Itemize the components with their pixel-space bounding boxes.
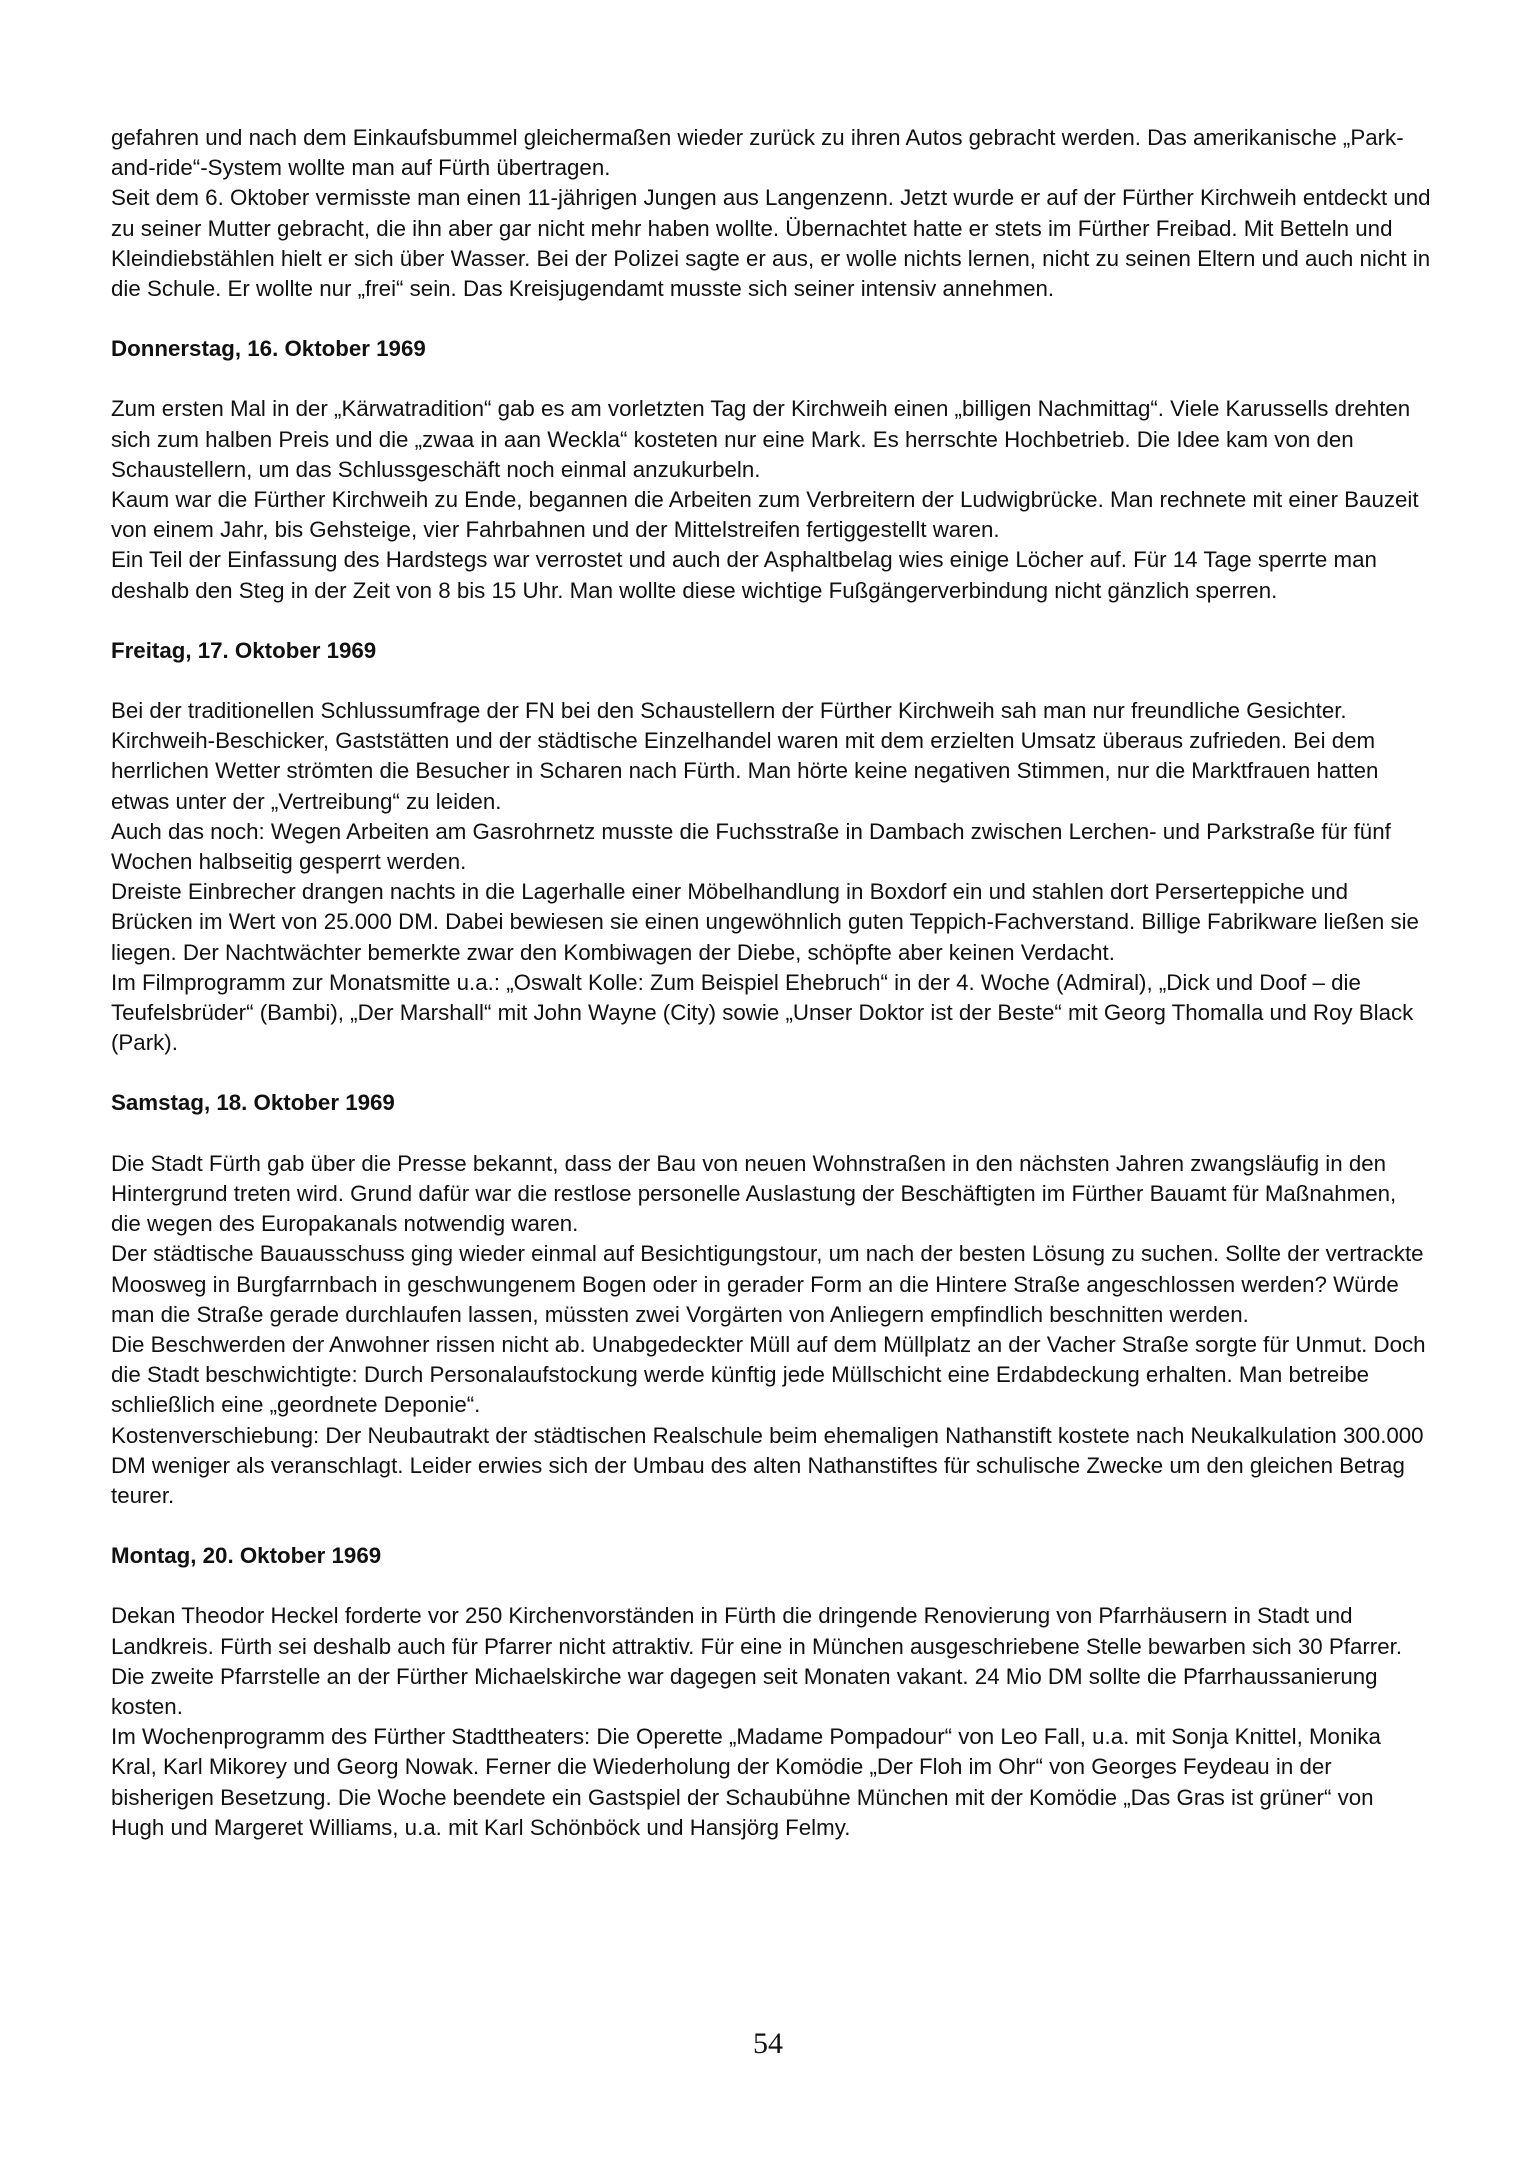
page-number: 54 — [753, 2027, 783, 2060]
paragraph: Seit dem 6. Oktober vermisste man einen 11-jährigen Jungen aus Langenzenn. Jetzt wurde er auf der Fürther Kirchweih entdeckt und zu seiner Mutter gebracht, die ihn aber gar nicht mehr haben wollte. Übernachtet hatte er stets im Fürther Freibad. Mit Betteln und Kleindiebstählen hielt er sich über Wasser. Bei der Polizei sagte er aus, er wolle nichts lernen, nicht zu seinen Eltern und auch nicht in die Schule. Er wollte nur „frei“ sein. Das Kreisjugendamt musste sich seiner intensiv annehmen. — [111, 185, 1431, 302]
section-heading: Donnerstag, 16. Oktober 1969 — [111, 336, 426, 362]
paragraph: Bei der traditionellen Schlussumfrage der FN bei den Schaustellern der Fürther Kirchweih sah man nur freundliche Gesichter. Kirchweih-Beschicker, Gaststätten und der städtische Einzelhandel waren mit dem erzielten Umsatz überaus zufrieden. Bei dem herrlichen Wetter strömten die Besucher in Scharen nach Fürth. Man hörte keine negativen Stimmen, nur die Marktfrauen hatten etwas unter der „Vertreibung“ zu leiden. — [111, 698, 1379, 814]
paragraph: Im Filmprogramm zur Monatsmitte u.a.: „Oswalt Kolle: Zum Beispiel Ehebruch“ in der 4. Woche (Admiral), „Dick und Doof – die Teufelsbrüder“ (Bambi), „Der Marshall“ mit John Wayne (City) sowie „Unser Doktor ist der Beste“ mit Georg Thomalla und Roy Black (Park). — [111, 969, 1414, 1056]
section-heading: Montag, 20. Oktober 1969 — [111, 1543, 382, 1569]
paragraph: Dekan Theodor Heckel forderte vor 250 Kirchenvorständen in Fürth die dringende Renovierung von Pfarrhäusern in Stadt und Landkreis. Fürth sei deshalb auch für Pfarrer nicht attraktiv. Für eine in München ausgeschriebene Stelle bewarben sich 30 Pfarrer. Die zweite Pfarrstelle an der Fürther Michaelskirche war dagegen seit Monaten vakant. 24 Mio DM sollte die Pfarrhaussanierung kosten. — [111, 1603, 1403, 1719]
paragraph: Dreiste Einbrecher drangen nachts in die Lagerhalle einer Möbelhandlung in Boxdorf ein und stahlen dort Perserteppiche und Brücken im Wert von 25.000 DM. Dabei bewiesen sie einen ungewöhnlich guten Teppich-Fachverstand. Billige Fabrikware ließen sie liegen. Der Nachtwächter bemerkte zwar den Kombiwagen der Diebe, schöpfte aber keinen Verdacht. — [111, 879, 1419, 965]
section-2025-10-20 — [111, 1541, 1431, 1843]
section-2025-10-16 — [111, 334, 1431, 606]
paragraph: Kostenverschiebung: Der Neubautrakt der städtischen Realschule beim ehemaligen Nathanstift kostete nach Neukalkulation 300.000 DM weniger als veranschlagt. Leider erwies sich der Umbau des alten Nathanstiftes für schulische Zwecke um den gleichen Betrag teurer. — [111, 1422, 1424, 1508]
paragraph: Zum ersten Mal in der „Kärwatradition“ gab es am vorletzten Tag der Kirchweih einen „billigen Nachmittag“. Viele Karussells drehten sich zum halben Preis und die „zwaa in aan Weckla“ kosteten nur eine Mark. Es herrschte Hochbetrieb. Die Idee kam von den Schaustellern, um das Schlussgeschäft noch einmal anzukurbeln. — [111, 396, 1411, 482]
section-2025-10-18 — [111, 1088, 1431, 1511]
paragraph: gefahren und nach dem Einkaufsbummel gleichermaßen wieder zurück zu ihren Autos gebracht werden. Das amerikanische „Park-and-ride“-System wollte man auf Fürth übertragen. — [111, 125, 1404, 181]
paragraph: Die Stadt Fürth gab über die Presse bekannt, dass der Bau von neuen Wohnstraßen in den nächsten Jahren zwangsläufig in den Hintergrund treten wird. Grund dafür war die restlose personelle Auslastung der Beschäftigten im Fürther Bauamt für Maßnahmen, die wegen des Europakanals notwendig waren. — [111, 1150, 1397, 1237]
paragraph: Der städtische Bauausschuss ging wieder einmal auf Besichtigungstour, um nach der besten Lösung zu suchen. Sollte der vertrackte Moosweg in Burgfarrnbach in geschwungenem Bogen oder in gerader Form an die Hintere Straße angeschlossen werden? Würde man die Straße gerade durchlaufen lassen, müssten zwei Vorgärten von Anliegern empfindlich beschnitten werden. — [111, 1241, 1424, 1327]
paragraph: Im Wochenprogramm des Fürther Stadttheaters: Die Operette „Madame Pompadour“ von Leo Fall, u.a. mit Sonja Knittel, Monika Kral, Karl Mikorey und Georg Nowak. Ferner die Wiederholung der Komödie „Der Floh im Ohr“ von Georges Feydeau in der bisherigen Besetzung. Die Woche beendete ein Gastspiel der Schaubühne München mit der Komödie „Das Gras ist grüner“ von Hugh und Margeret Williams, u.a. mit Karl Schönböck und Hansjörg Felmy. — [111, 1724, 1381, 1840]
section-2025-10-17 — [111, 636, 1431, 1059]
section-heading: Samstag, 18. Oktober 1969 — [111, 1090, 395, 1116]
section-heading: Freitag, 17. Oktober 1969 — [111, 637, 377, 663]
paragraph: Ein Teil der Einfassung des Hardstegs war verrostet und auch der Asphaltbelag wies einige Löcher auf. Für 14 Tage sperrte man deshalb den Steg in der Zeit von 8 bis 15 Uhr. Man wollte diese wichtige Fußgängerverbindung nicht gänzlich sperren. — [111, 547, 1377, 603]
paragraph: Die Beschwerden der Anwohner rissen nicht ab. Unabgedeckter Müll auf dem Müllplatz an der Vacher Straße sorgte für Unmut. Doch die Stadt beschwichtigte: Durch Personalaufstockung werde künftig jede Müllschicht eine Erdabdeckung erhalten. Man betreibe schließlich eine „geordnete Deponie“. — [111, 1331, 1426, 1418]
paragraph: Kaum war die Fürther Kirchweih zu Ende, begannen die Arbeiten zum Verbreitern der Ludwigbrücke. Man rechnete mit einer Bauzeit von einem Jahr, bis Gehsteige, vier Fahrbahnen und der Mittelstreifen fertiggestellt waren. — [111, 487, 1419, 543]
document-page — [111, 123, 1431, 1843]
paragraph: Auch das noch: Wegen Arbeiten am Gasrohrnetz musste die Fuchsstraße in Dambach zwischen Lerchen- und Parkstraße für fünf Wochen halbseitig gesperrt werden. — [111, 818, 1391, 875]
intro-block — [111, 123, 1431, 304]
